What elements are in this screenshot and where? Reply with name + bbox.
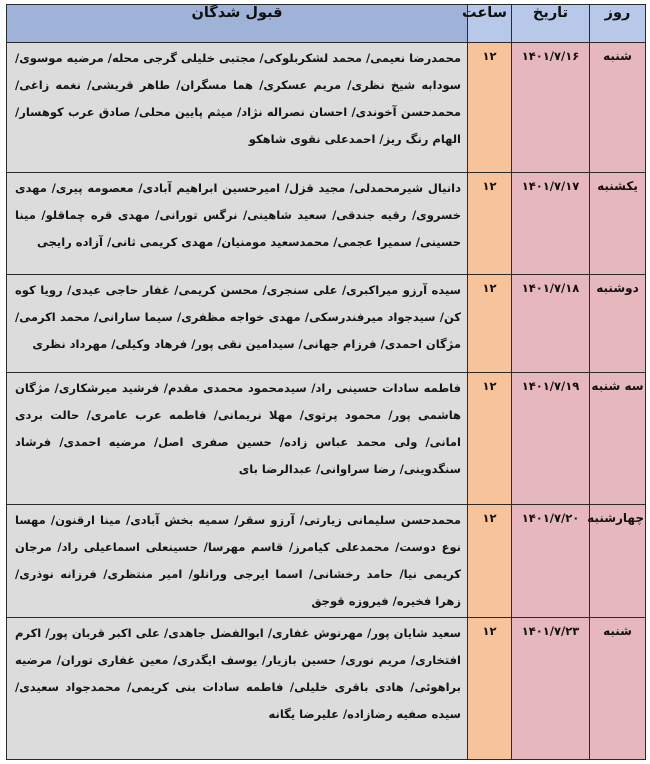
row-date: ۱۴۰۱/۷/۱۷	[512, 173, 590, 275]
row-time: ۱۲	[468, 618, 512, 760]
row-time: ۱۲	[468, 43, 512, 173]
row-date: ۱۴۰۱/۷/۱۹	[512, 373, 590, 505]
row-accepted-names: محمدحسن سلیمانی زیارتی/ آرزو سقر/ سمیه بخش آبادی/ مینا ارقنون/ مهسا نوع دوست/ محمدعلی کیامرز/ قاسم مهرسا/ حسینعلی اسماعیلی راد/ مرجان کریمی نیا/ حامد رخشانی/ اسما ایرجی ورانلو/ امیر منتظری/ فرزانه نوذری/ زهرا فخیره/ فیروزه قوجق	[7, 505, 468, 618]
row-date: ۱۴۰۱/۷/۲۳	[512, 618, 590, 760]
table-row	[7, 43, 646, 173]
header-accepted: قبول شدگان	[7, 5, 468, 43]
row-day: سه شنبه	[590, 373, 646, 505]
header-date: تاریخ	[512, 5, 590, 43]
row-time: ۱۲	[468, 173, 512, 275]
header-row	[7, 5, 646, 43]
table-row	[7, 173, 646, 275]
table-row	[7, 275, 646, 373]
row-accepted-names: دانیال شیرمحمدلی/ مجید قزل/ امیرحسین ابراهیم آبادی/ معصومه پیری/ مهدی خسروی/ رقیه جندقی/ سعید شاهینی/ نرگس تورانی/ مهدی قره چماقلو/ مینا حسینی/ سمیرا عجمی/ محمدسعید مومنیان/ مهدی کریمی ثانی/ آزاده رایجی	[7, 173, 468, 275]
row-day: چهارشنبه	[590, 505, 646, 618]
row-date: ۱۴۰۱/۷/۱۸	[512, 275, 590, 373]
row-accepted-names: سیده آرزو میراکبری/ علی سنجری/ محسن کریمی/ غفار حاجی عیدی/ رویا کوه کن/ سیدجواد میرفندرسکی/ مهدی خواجه مظفری/ سیما سارانی/ محمد اکرمی/ مژگان احمدی/ فرزام جهانی/ سیدامین نقی پور/ فرهاد وکیلی/ مهرداد نظری	[7, 275, 468, 373]
header-day: روز	[590, 5, 646, 43]
row-day: یکشنبه	[590, 173, 646, 275]
table-row	[7, 505, 646, 618]
table-row	[7, 618, 646, 760]
row-time: ۱۲	[468, 373, 512, 505]
row-accepted-names: سعید شایان پور/ مهرنوش غفاری/ ابوالفضل جاهدی/ علی اکبر قربان پور/ اکرم افتخاری/ مریم نوری/ حسین بازیار/ یوسف ایگدری/ معین غفاری توران/ مرضیه براهوئی/ هادی باقری خلیلی/ فاطمه سادات بنی کریمی/ محمدجواد سعیدی/ سیده صفیه رضازاده/ علیرضا یگانه	[7, 618, 468, 760]
row-time: ۱۲	[468, 275, 512, 373]
row-time: ۱۲	[468, 505, 512, 618]
accepted-schedule-table	[6, 4, 646, 760]
row-day: دوشنبه	[590, 275, 646, 373]
row-day: شنبه	[590, 43, 646, 173]
table-row	[7, 373, 646, 505]
row-date: ۱۴۰۱/۷/۲۰	[512, 505, 590, 618]
row-accepted-names: فاطمه سادات حسینی راد/ سیدمحمود محمدی مقدم/ فرشید میرشکاری/ مژگان هاشمی پور/ محمود پرتوی/ مهلا نریمانی/ فاطمه عرب عامری/ حالت بردی امانی/ ولی محمد عباس زاده/ حسین صفری اصل/ مرضیه احمدی/ فرشاد سنگدوینی/ رضا سراوانی/ عبدالرضا بای	[7, 373, 468, 505]
header-time: ساعت	[468, 5, 512, 43]
row-day: شنبه	[590, 618, 646, 760]
row-date: ۱۴۰۱/۷/۱۶	[512, 43, 590, 173]
row-accepted-names: محمدرضا نعیمی/ محمد لشکربلوکی/ مجتبی خلیلی گرجی محله/ مرضیه موسوی/ سودابه شیخ نظری/ مریم عسکری/ هما مسگران/ طاهر قریشی/ نغمه زاغی/ محمدحسن آخوندی/ احسان نصراله نژاد/ میثم پایین محلی/ صادق عرب کوهسار/ الهام رنگ ریز/ احمدعلی نقوی شاهکو	[7, 43, 468, 173]
